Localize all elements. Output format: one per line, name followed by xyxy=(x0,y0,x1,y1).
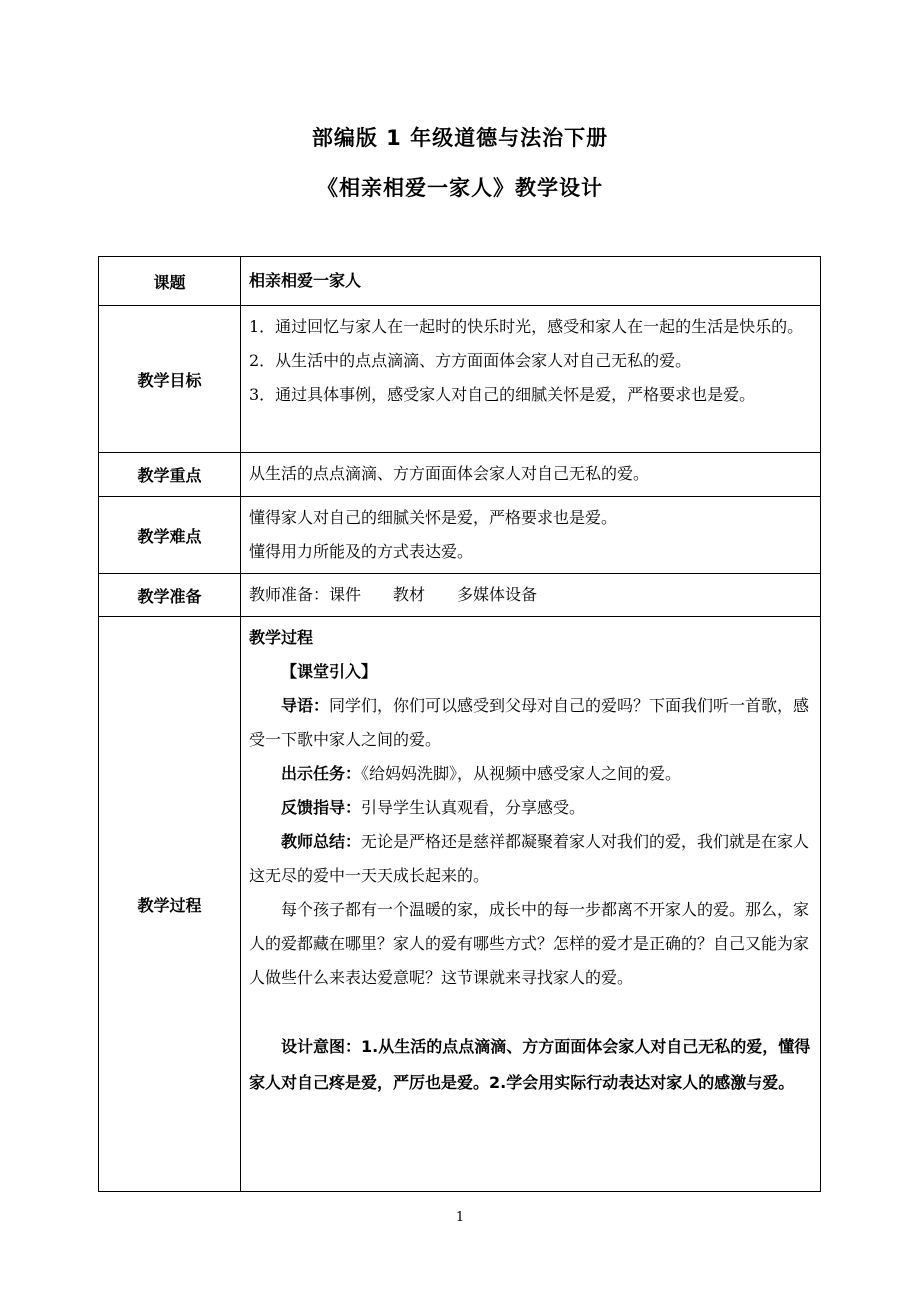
table-row xyxy=(99,453,821,497)
objective-item: 1．通过回忆与家人在一起时的快乐时光，感受和家人在一起的生活是快乐的。 xyxy=(249,317,804,336)
document-subtitle: 《相亲相爱一家人》教学设计 xyxy=(317,176,603,200)
objective-item: 3．通过具体事例，感受家人对自己的细腻关怀是爱，严格要求也是爱。 xyxy=(249,385,756,404)
summary-label: 教师总结： xyxy=(281,832,362,851)
difficulties-cell xyxy=(241,497,821,574)
intro-text: 同学们，你们可以感受到父母对自己的爱吗？下面我们听一首歌，感受一下歌中家人之间的爱。 xyxy=(249,696,810,749)
intro-label: 导语： xyxy=(281,696,330,715)
objectives-label: 教学目标 xyxy=(99,306,241,453)
topic-value: 相亲相爱一家人 xyxy=(241,257,821,306)
key-points-value: 从生活的点点滴滴、方方面面体会家人对自己无私的爱。 xyxy=(241,453,821,497)
process-label: 教学过程 xyxy=(99,617,241,1192)
table-row xyxy=(99,306,821,453)
table-row xyxy=(99,257,821,306)
table-row xyxy=(99,617,821,1192)
topic-label: 课题 xyxy=(99,257,241,306)
difficulty-item: 懂得家人对自己的细腻关怀是爱，严格要求也是爱。 xyxy=(249,508,618,527)
table-row xyxy=(99,497,821,574)
feedback-paragraph xyxy=(249,791,814,825)
body-paragraph: 每个孩子都有一个温暖的家，成长中的每一步都离不开家人的爱。那么，家人的爱都藏在哪里？家人的爱有哪些方式？怎样的爱才是正确的？自己又能为家人做些什么来表达爱意呢？这节课就来寻找家人的爱。 xyxy=(249,900,810,987)
feedback-text: 引导学生认真观看，分享感受。 xyxy=(361,798,586,817)
preparation-label: 教学准备 xyxy=(99,574,241,617)
task-text: 《给妈妈洗脚》，从视频中感受家人之间的爱。 xyxy=(361,764,682,783)
process-heading: 教学过程 xyxy=(249,628,314,647)
task-paragraph xyxy=(249,757,814,791)
process-cell xyxy=(241,617,821,1192)
summary-text: 无论是严格还是慈祥都凝聚着家人对我们的爱，我们就是在家人这无尽的爱中一天天成长起来的。 xyxy=(249,832,810,885)
design-intent: 设计意图：1.从生活的点点滴滴、方方面面体会家人对自己无私的爱，懂得家人对自己疼是爱，严厉也是爱。2.学会用实际行动表达对家人的感激与爱。 xyxy=(249,1037,811,1092)
difficulties-label: 教学难点 xyxy=(99,497,241,574)
table-row xyxy=(99,574,821,617)
document-title: 部编版 1 年级道德与法治下册 xyxy=(311,126,609,150)
task-label: 出示任务： xyxy=(281,764,362,783)
section-heading: 【课堂引入】 xyxy=(281,662,378,681)
intro-paragraph xyxy=(249,689,814,757)
summary-paragraph xyxy=(249,825,814,893)
key-points-label: 教学重点 xyxy=(99,453,241,497)
objectives-cell xyxy=(241,306,821,453)
page-number: 1 xyxy=(455,1210,465,1225)
objective-item: 2．从生活中的点点滴滴、方方面面体会家人对自己无私的爱。 xyxy=(249,351,692,370)
feedback-label: 反馈指导： xyxy=(281,798,362,817)
spacer xyxy=(249,995,814,1029)
preparation-value: 教师准备：课件 教材 多媒体设备 xyxy=(241,574,821,617)
lesson-plan-table xyxy=(98,256,821,1192)
difficulty-item: 懂得用力所能及的方式表达爱。 xyxy=(249,542,474,561)
